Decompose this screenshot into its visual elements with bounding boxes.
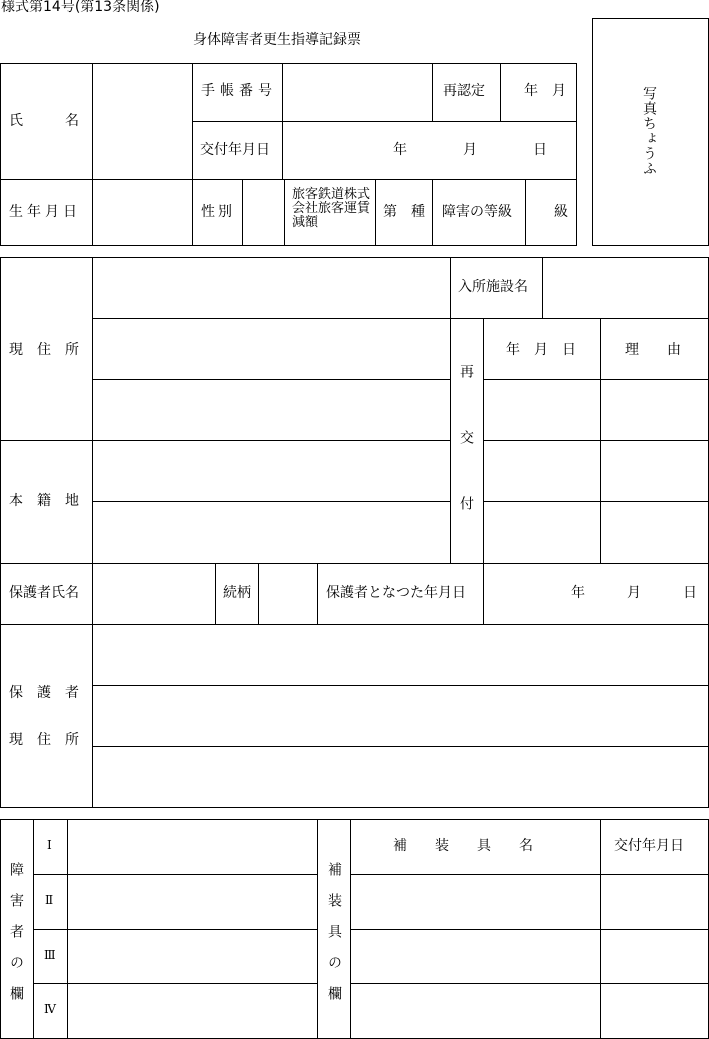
guardian-since-format: 年 月 日 (571, 585, 697, 601)
form-title: 身体障害者更生指導記録票 (193, 32, 361, 48)
roman-2: Ⅱ (45, 893, 54, 907)
notebook-no-label: 手帳番号 (201, 83, 277, 99)
notebook-no-field[interactable] (283, 64, 432, 121)
roman-3: Ⅲ (44, 948, 56, 962)
roman-1: Ⅰ (47, 838, 52, 852)
rail-discount-label: 旅客鉄道株式会社旅客運賃減額 (292, 187, 371, 230)
relation-label: 続柄 (223, 585, 251, 601)
birth-label: 生年月日 (9, 204, 81, 220)
grade-label: 障害の等級 (442, 204, 512, 220)
photo-label: 写真ちょうふ (641, 86, 657, 176)
recert-label: 再認定 (443, 83, 485, 99)
facility-field[interactable] (543, 258, 708, 318)
rail-kind: 第 種 (383, 204, 425, 220)
guardian-address-label-1: 保 護 者 (9, 685, 79, 701)
device-date-header: 交付年月日 (614, 838, 684, 854)
issue-date-label: 交付年月日 (200, 142, 270, 158)
address-field[interactable] (93, 258, 450, 318)
recert-ym: 年 月 (524, 83, 566, 99)
guardian-name-label: 保護者氏名 (9, 585, 79, 601)
form-number: 様式第14号(第13条関係) (1, 0, 160, 15)
guardian-since-label: 保護者となつた年月日 (326, 585, 466, 601)
disabled-section-label (9, 862, 23, 1017)
issue-date-format: 年 月 日 (393, 142, 547, 158)
roman-4: Ⅳ (44, 1002, 56, 1016)
device-section-label (327, 862, 341, 1017)
reissue-reason-header: 理 由 (625, 342, 681, 358)
facility-label: 入所施設名 (458, 279, 528, 295)
reissue-label (459, 364, 473, 562)
device-section-label-text: 補装具の欄 (326, 862, 342, 1017)
name-label: 氏 名 (9, 113, 79, 129)
device-name-header: 補 装 具 名 (393, 838, 533, 854)
reissue-label-text: 再交付 (458, 364, 474, 562)
guardian-address-label-2: 現 住 所 (9, 732, 79, 748)
name-field[interactable] (92, 63, 193, 180)
disabled-section-label-text: 障害者の欄 (8, 862, 24, 1017)
sex-label: 性別 (201, 204, 235, 220)
grade-unit: 級 (554, 204, 568, 220)
reissue-date-header: 年 月 日 (506, 342, 576, 358)
address-label: 現 住 所 (9, 342, 79, 358)
domicile-label: 本 籍 地 (9, 493, 79, 509)
